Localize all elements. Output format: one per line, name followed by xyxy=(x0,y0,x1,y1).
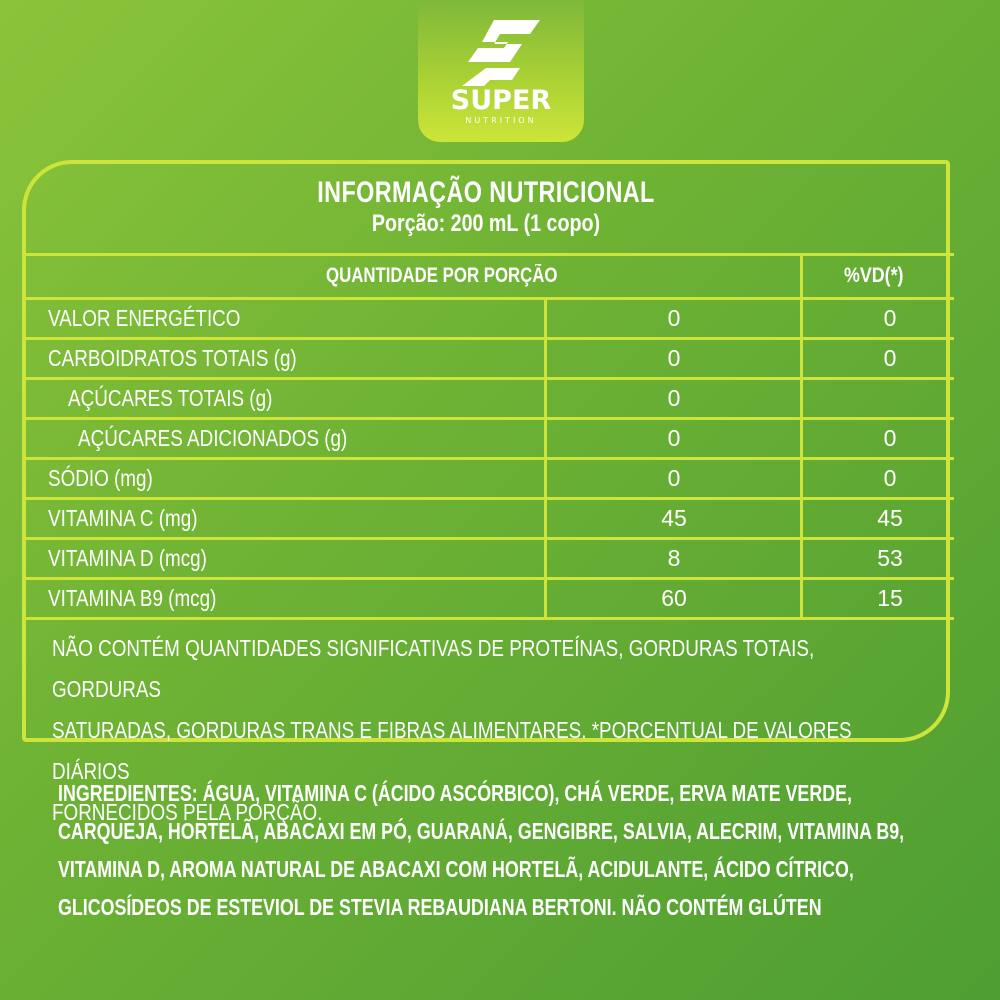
footnote-line: SATURADAS, GORDURAS TRANS E FIBRAS ALIMENTARES. *PORCENTUAL DE VALORES DIÁRIOS xyxy=(52,717,852,784)
row-qty-vitamin-c: 45 xyxy=(661,505,687,531)
row-qty-carbs: 0 xyxy=(667,345,681,371)
table-divider xyxy=(26,377,954,380)
ingredients-label: INGREDIENTES: xyxy=(58,780,198,806)
logo-sub-text: NUTRITION xyxy=(465,116,537,125)
row-qty-sodium: 0 xyxy=(667,465,681,491)
row-vd-added-sugars: 0 xyxy=(883,425,897,451)
row-label-total-sugars: AÇÚCARES TOTAIS (g) xyxy=(68,385,273,411)
table-divider xyxy=(26,457,954,460)
ingredients-line: VITAMINA D, AROMA NATURAL DE ABACAXI COM HORTELÃ, ACIDULANTE, ÁCIDO CÍTRICO, xyxy=(58,856,854,882)
row-vd-vitamin-c: 45 xyxy=(877,505,903,531)
row-label-vitamin-c: VITAMINA C (mg) xyxy=(48,505,198,531)
ingredients-line xyxy=(58,888,833,926)
row-qty-total-sugars: 0 xyxy=(667,385,681,411)
ingredients-line xyxy=(58,774,852,812)
serving-size: Porção: 200 mL (1 copo) xyxy=(371,210,601,237)
table-divider xyxy=(26,253,954,256)
row-label-vitamin-d: VITAMINA D (mcg) xyxy=(48,545,207,571)
table-divider xyxy=(26,617,954,620)
gluten-notice: NÃO CONTÉM GLÚTEN xyxy=(621,894,822,920)
row-qty-vitamin-b9: 60 xyxy=(661,585,687,611)
row-label-energy: VALOR ENERGÉTICO xyxy=(48,305,241,331)
row-label-sodium: SÓDIO (mg) xyxy=(48,465,153,491)
row-qty-added-sugars: 0 xyxy=(667,425,681,451)
row-vd-vitamin-b9: 15 xyxy=(877,585,903,611)
table-divider xyxy=(26,337,954,340)
ingredients-line-text: GLICOSÍDEOS DE ESTEVIOL DE STEVIA REBAUDIANA BERTONI. xyxy=(58,894,622,920)
lightning-s-icon xyxy=(460,18,542,88)
row-label-carbs: CARBOIDRATOS TOTAIS (g) xyxy=(48,345,297,371)
row-vd-sodium: 0 xyxy=(883,465,897,491)
ingredients-text xyxy=(58,774,905,926)
table-divider xyxy=(26,537,954,540)
column-divider xyxy=(544,297,547,620)
footnote-line: NÃO CONTÉM QUANTIDADES SIGNIFICATIVAS DE PROTEÍNAS, GORDURAS TOTAIS, GORDURAS xyxy=(52,635,815,702)
ingredients-line: CARQUEJA, HORTELÃ, ABACAXI EM PÓ, GUARANÁ, GENGIBRE, SALVIA, ALECRIM, VITAMINA B9, xyxy=(58,818,905,844)
table-divider xyxy=(26,497,954,500)
footnote-line: FORNECIDOS PELA PORÇÃO. xyxy=(52,799,323,825)
ingredients-line-text: ÁGUA, VITAMINA C (ÁCIDO ASCÓRBICO), CHÁ VERDE, ERVA MATE VERDE, xyxy=(197,780,852,806)
row-qty-vitamin-d: 8 xyxy=(667,545,681,571)
column-divider xyxy=(800,253,803,620)
row-label-added-sugars: AÇÚCARES ADICIONADOS (g) xyxy=(78,425,348,451)
table-divider xyxy=(26,297,954,300)
table-divider xyxy=(26,577,954,580)
row-vd-vitamin-d: 53 xyxy=(877,545,903,571)
logo-brand-text: SUPER xyxy=(450,85,552,116)
table-divider xyxy=(26,417,954,420)
row-label-vitamin-b9: VITAMINA B9 (mcg) xyxy=(48,585,217,611)
brand-logo xyxy=(418,0,584,142)
row-qty-energy: 0 xyxy=(667,305,681,331)
row-vd-energy: 0 xyxy=(883,305,897,331)
header-vd: %VD(*) xyxy=(844,264,904,287)
row-vd-carbs: 0 xyxy=(883,345,897,371)
header-quantity: QUANTIDADE POR PORÇÃO xyxy=(326,264,558,287)
panel-title: INFORMAÇÃO NUTRICIONAL xyxy=(317,176,655,209)
